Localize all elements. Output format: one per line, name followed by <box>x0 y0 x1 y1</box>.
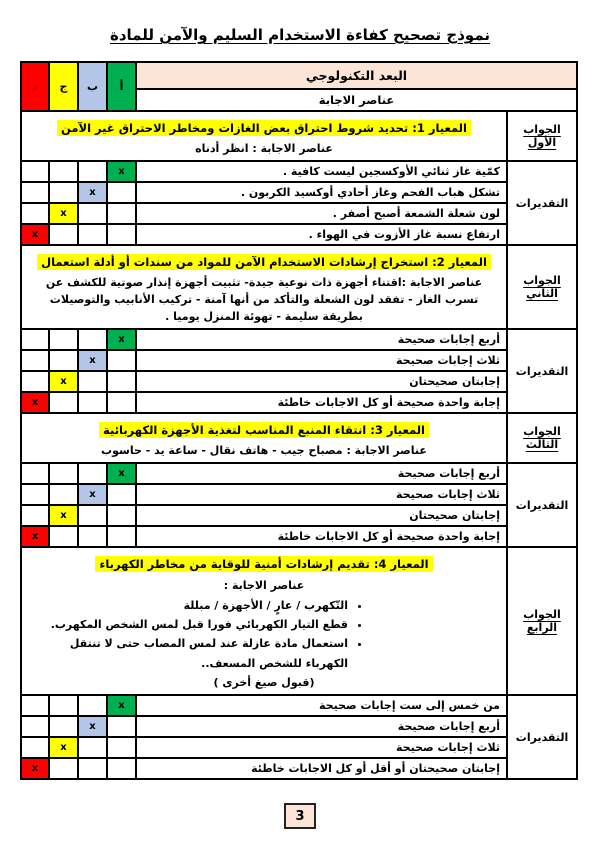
criterion-elements-3: عناصر الاجابة : مصباح جيب - هاتف نقال - ساعة يد - حاسوب <box>101 444 427 458</box>
accept-other-note: (قبول صيغ أخرى ) <box>213 675 315 689</box>
ratings-group-label-1: التقديرات <box>507 161 577 245</box>
mark-cell-a <box>107 392 136 413</box>
criterion-elements-heading-4: عناصر الاجابة : <box>223 579 305 593</box>
mark-cell-a <box>107 695 136 716</box>
mark-cell-a <box>107 758 136 779</box>
mark-cell-c <box>49 695 78 716</box>
mark-cell-b <box>78 224 107 245</box>
mark-cell-c <box>49 203 78 224</box>
ratings-group-label-3: التقديرات <box>507 463 577 547</box>
criterion-title-4: المعيار 4: تقديم إرشادات أمنية للوقاية من مخاطر الكهرباء <box>30 551 498 575</box>
rating-text: أربع إجابات صحيحة <box>136 329 507 350</box>
mark-cell-c <box>49 392 78 413</box>
mark-cell-d <box>21 484 49 505</box>
rating-text: تشكل هباب الفحم وغاز أحادي أوكسيد الكربون . <box>136 182 507 203</box>
criterion-block-3 <box>21 413 507 463</box>
mark-cell-d <box>21 695 49 716</box>
mark-x: x <box>89 355 96 367</box>
mark-cell-b <box>78 329 107 350</box>
mark-cell-c <box>49 329 78 350</box>
mark-x: x <box>60 510 67 522</box>
mark-cell-c <box>49 371 78 392</box>
answer-group-label-2: الجواب الثاني <box>507 245 577 329</box>
mark-x: x <box>60 208 67 220</box>
mark-cell-a <box>107 737 136 758</box>
criterion-block-4 <box>21 547 507 695</box>
mark-cell-d <box>21 371 49 392</box>
criterion-elements-2: عناصر الاجابة :اقتناء أجهزة ذات نوعية جيدة- تثبيت أجهزة إنذار صوتية للكشف عن تسرب الغاز - تفقد لون الشعلة والتأكد من أنها آمنة - تركيب الأنابيب والتوصيلات بطريقة سليمة - تهوئة المنزل يوميا . <box>45 276 483 324</box>
mark-cell-a <box>107 463 136 484</box>
grade-letter-b-cell: ب <box>78 62 107 111</box>
answer-group-label-4: الجواب الرابع <box>507 547 577 695</box>
mark-x: x <box>60 376 67 388</box>
rating-text: إجابة واحدة صحيحة أو كل الاجابات خاطئة <box>136 526 507 547</box>
mark-x: x <box>89 489 96 501</box>
mark-x: x <box>60 742 67 754</box>
mark-cell-b <box>78 350 107 371</box>
mark-cell-c <box>49 758 78 779</box>
mark-cell-d <box>21 161 49 182</box>
mark-cell-d <box>21 526 49 547</box>
mark-x: x <box>118 166 125 178</box>
mark-cell-c <box>49 716 78 737</box>
mark-x: x <box>31 229 39 241</box>
mark-cell-c <box>49 350 78 371</box>
rating-text: ثلاث إجابات صحيحة <box>136 350 507 371</box>
mark-cell-c <box>49 526 78 547</box>
criterion-title-1: المعيار 1: تحديد شروط احتراق بعض الغازات ومخاطر الاحتراق غير الآمن <box>30 115 498 139</box>
mark-cell-b <box>78 737 107 758</box>
mark-cell-b <box>78 182 107 203</box>
mark-cell-a <box>107 505 136 526</box>
mark-x: x <box>89 187 96 199</box>
mark-cell-d <box>21 182 49 203</box>
mark-cell-a <box>107 329 136 350</box>
rating-text: ارتفاع نسبة غاز الأزوت في الهواء . <box>136 224 507 245</box>
criterion-elements-1: عناصر الاجابة : انظر أدناه <box>195 142 333 155</box>
mark-cell-a <box>107 203 136 224</box>
dimension-header-cell: البعد التكنولوجي <box>136 62 577 89</box>
rating-text: من خمس إلى ست إجابات صحيحة <box>136 695 507 716</box>
criterion-title-2: المعيار 2: استخراج إرشادات الاستخدام الآمن للمواد من سندات أو أدلة استعمال <box>30 249 498 273</box>
mark-x: x <box>31 531 39 543</box>
rating-text: إجابة واحدة صحيحة أو كل الاجابات خاطئة <box>136 392 507 413</box>
page-title: نموذج تصحيح كفاءة الاستخدام السليم والآمن للمادة <box>109 26 491 44</box>
mark-cell-d <box>21 392 49 413</box>
grade-letter-a-cell: أ <box>107 62 136 111</box>
rating-text: ثلاث إجابات صحيحة <box>136 484 507 505</box>
criterion-title-3: المعيار 3: انتقاء المنبع المناسب لتغذية الأجهزة الكهربائية <box>30 417 498 441</box>
mark-cell-d <box>21 758 49 779</box>
mark-cell-d <box>21 350 49 371</box>
answer-bullet: • التّكهرب / عارٍ / الأجهزة / مبللة <box>30 596 348 615</box>
grade-letter-d-cell: د <box>21 62 49 111</box>
mark-cell-b <box>78 484 107 505</box>
mark-x: x <box>31 763 39 775</box>
mark-cell-a <box>107 182 136 203</box>
mark-cell-b <box>78 526 107 547</box>
rating-text: إجابتان صحيحتان <box>136 371 507 392</box>
mark-cell-c <box>49 484 78 505</box>
mark-cell-d <box>21 505 49 526</box>
mark-cell-c <box>49 182 78 203</box>
mark-cell-d <box>21 203 49 224</box>
answer-group-label-1: الجواب الأول <box>507 111 577 161</box>
mark-cell-a <box>107 526 136 547</box>
mark-cell-c <box>49 505 78 526</box>
mark-cell-d <box>21 329 49 350</box>
elements-header-cell: عناصر الاجابة <box>136 89 577 111</box>
rating-text: أربع إجابات صحيحة <box>136 463 507 484</box>
mark-x: x <box>118 468 125 480</box>
criterion-block-1 <box>21 111 507 161</box>
mark-cell-b <box>78 695 107 716</box>
ratings-group-label-2: التقديرات <box>507 329 577 413</box>
mark-cell-b <box>78 716 107 737</box>
criterion-block-2 <box>21 245 507 329</box>
mark-cell-d <box>21 463 49 484</box>
mark-cell-a <box>107 371 136 392</box>
mark-cell-b <box>78 463 107 484</box>
mark-cell-d <box>21 737 49 758</box>
mark-cell-d <box>21 224 49 245</box>
mark-x: x <box>31 397 39 409</box>
page-number-box: 3 <box>284 803 316 829</box>
mark-cell-b <box>78 371 107 392</box>
mark-cell-a <box>107 350 136 371</box>
rating-text: إجابتان صحيحتان <box>136 505 507 526</box>
mark-cell-b <box>78 392 107 413</box>
rating-text: إجابتان صحيحتان أو أقل أو كل الاجابات خاطئة <box>136 758 507 779</box>
mark-x: x <box>89 721 96 733</box>
answer-bullet: • قطع التيار الكهربائي فورا قبل لمس الشخص المكهرب. <box>30 615 348 634</box>
grade-letter-c-cell: ج <box>49 62 78 111</box>
rating-text: أربع إجابات صحيحة <box>136 716 507 737</box>
mark-cell-d <box>21 716 49 737</box>
mark-cell-a <box>107 161 136 182</box>
mark-cell-b <box>78 161 107 182</box>
mark-x: x <box>118 334 125 346</box>
mark-cell-c <box>49 161 78 182</box>
mark-cell-a <box>107 716 136 737</box>
rating-text: لون شعلة الشمعة أصبح أصفر . <box>136 203 507 224</box>
mark-x: x <box>118 700 125 712</box>
correction-table <box>20 61 578 780</box>
mark-cell-c <box>49 224 78 245</box>
mark-cell-b <box>78 505 107 526</box>
mark-cell-c <box>49 463 78 484</box>
ratings-group-label-4: التقديرات <box>507 695 577 779</box>
rating-text: ثلاث إجابات صحيحة <box>136 737 507 758</box>
answer-bullet: • استعمال مادة عازلة عند لمس المصاب حتى لا تنتقل الكهرباء للشخص المسعف.. <box>30 634 348 673</box>
mark-cell-b <box>78 203 107 224</box>
mark-cell-a <box>107 224 136 245</box>
mark-cell-b <box>78 758 107 779</box>
rating-text: كمّية غاز ثنائي الأوكسجين ليست كافية . <box>136 161 507 182</box>
mark-cell-c <box>49 737 78 758</box>
answer-bullet-list <box>30 596 498 673</box>
answer-group-label-3: الجواب الثالث <box>507 413 577 463</box>
mark-cell-a <box>107 484 136 505</box>
